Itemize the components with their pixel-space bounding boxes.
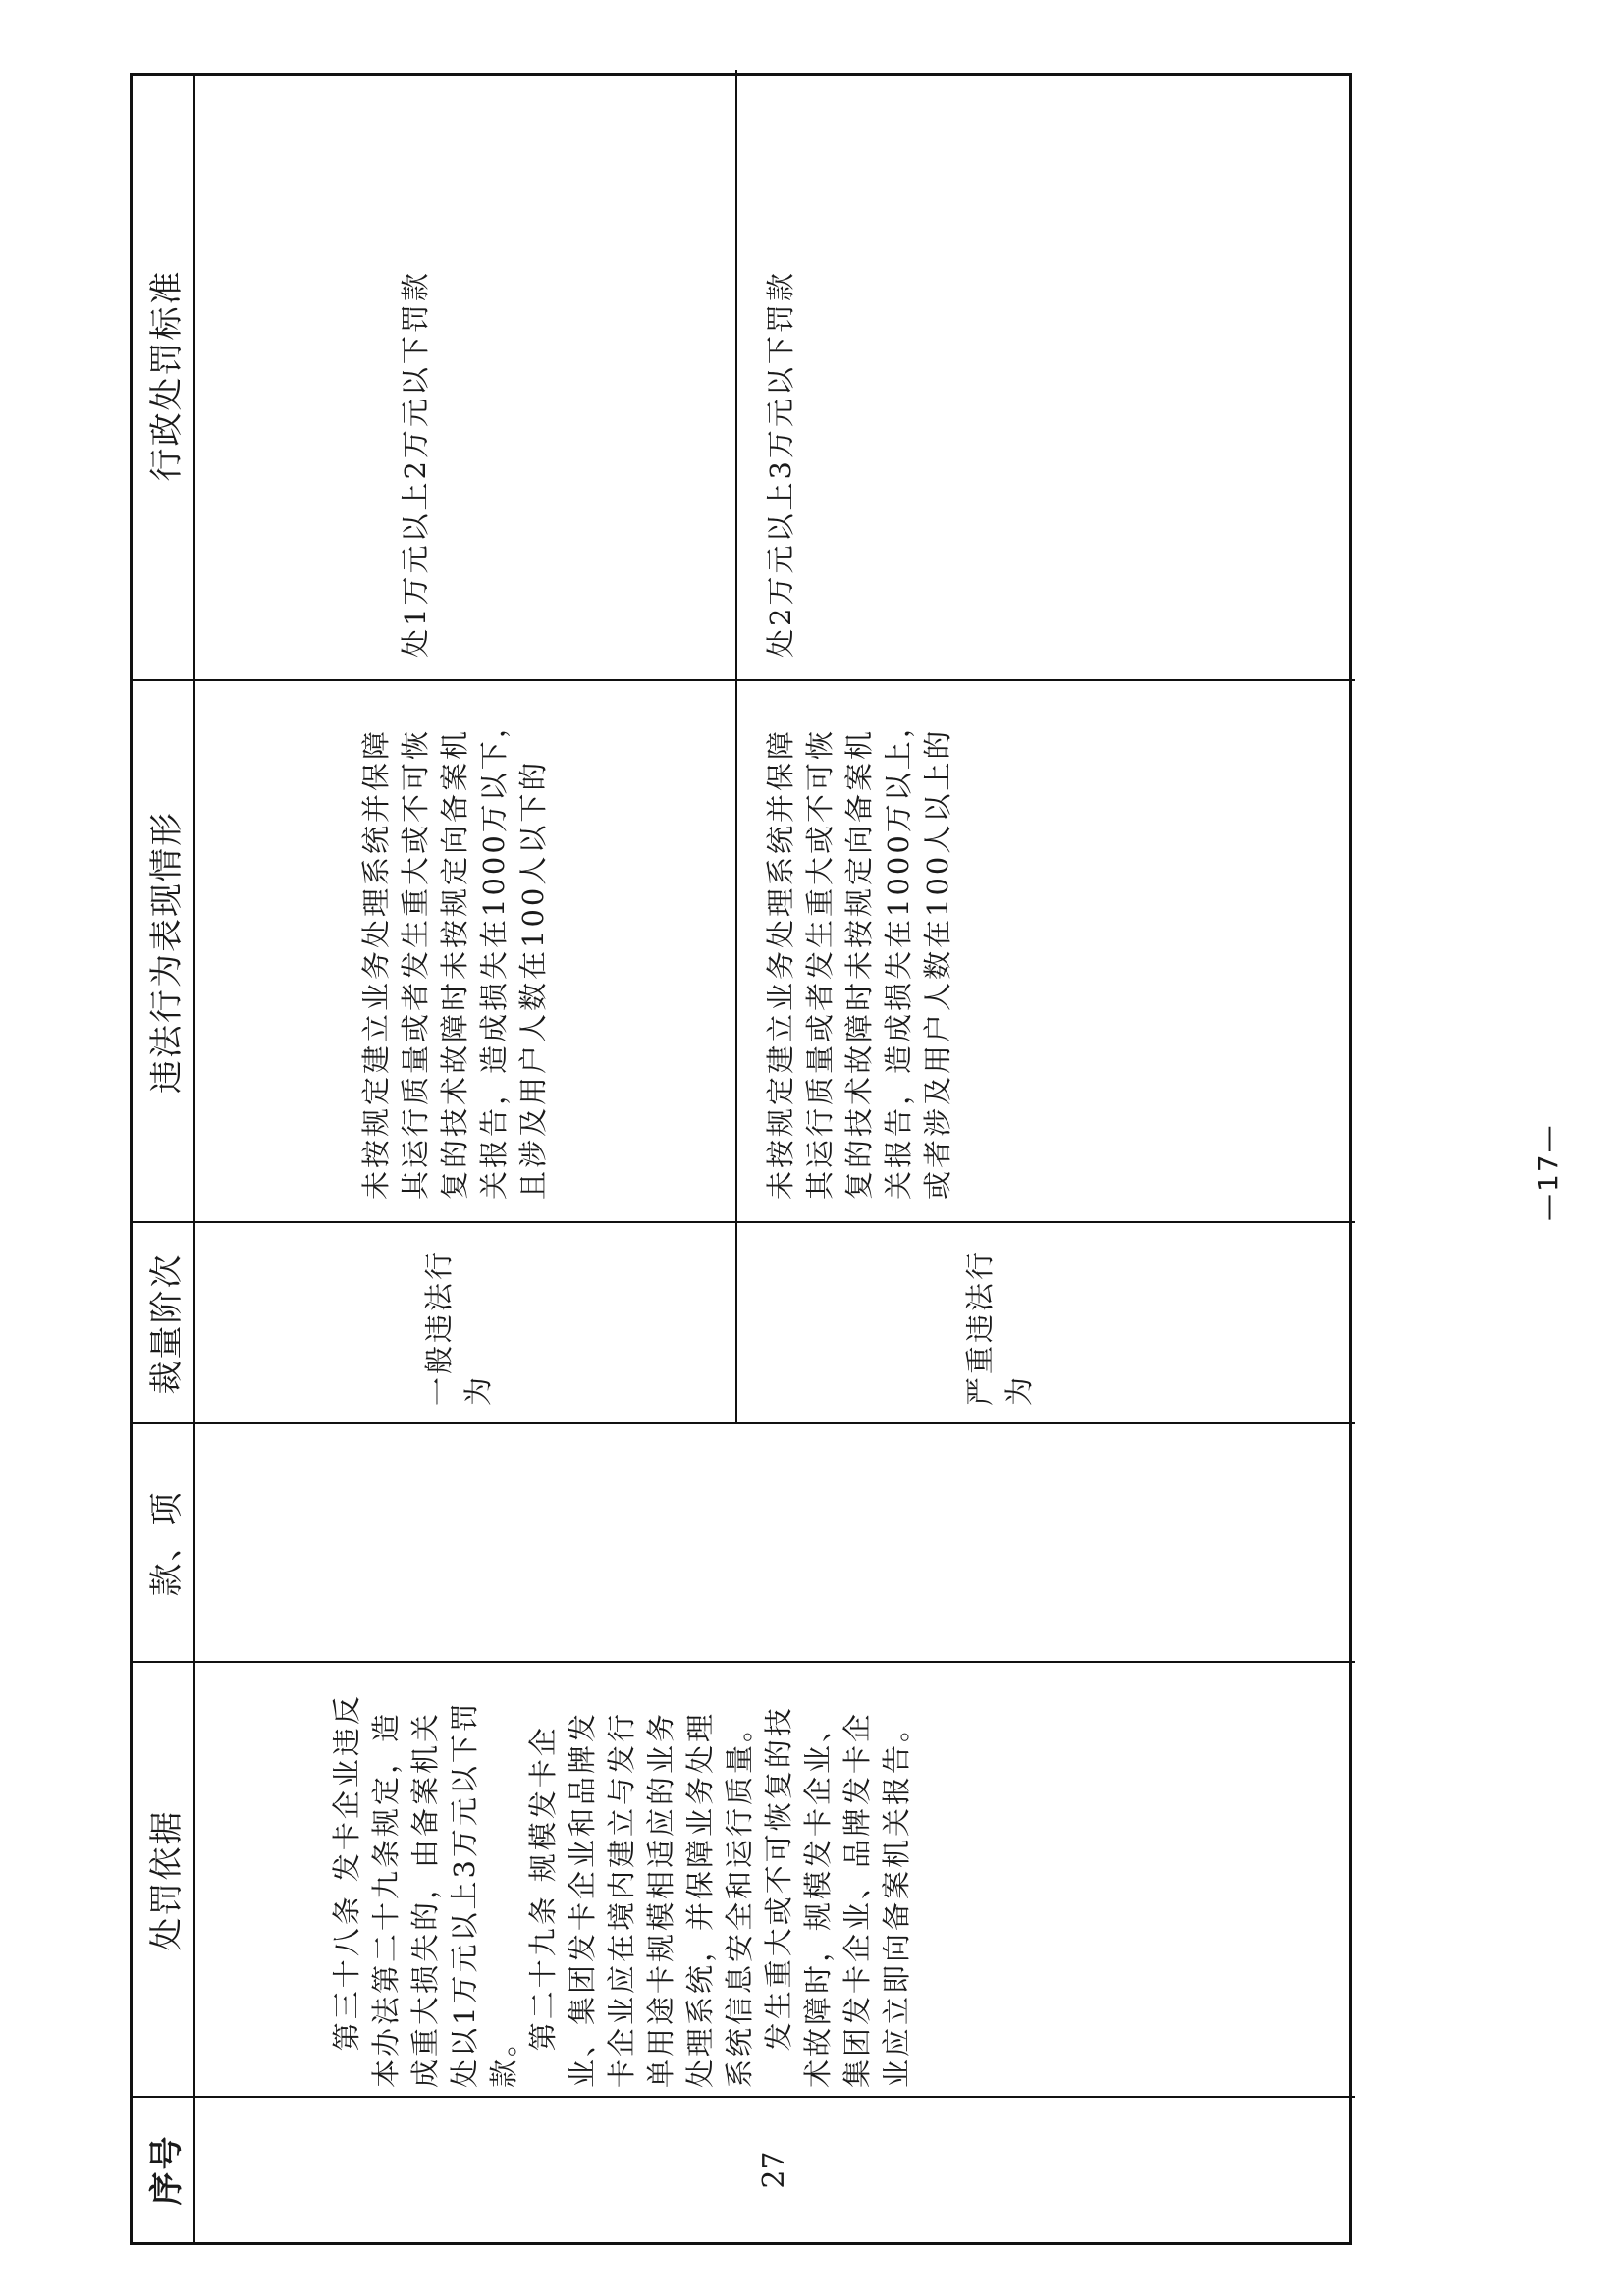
header-seq: 序号 <box>146 2134 187 2206</box>
standard-general: 处1万元以上2万元以下罚款 <box>399 270 432 658</box>
level-general: 一般违法行为 <box>422 1248 495 1406</box>
header-divider <box>193 76 195 2242</box>
basis-paragraph-1: 第三十八条 发卡企业违反本办法第二十九条规定，造成重大损失的，由备案机关处以1万元以上3万元以下罚款。 <box>330 1693 520 2088</box>
col-divider-situation <box>133 679 1355 681</box>
col-divider-level <box>133 1221 1355 1223</box>
header-standard: 行政处罚标准 <box>146 269 187 482</box>
basis-cell <box>327 1681 916 2088</box>
clause-cell <box>193 1424 1355 1663</box>
standard-serious: 处2万元以上3万元以下罚款 <box>764 270 797 658</box>
basis-paragraph-2: 第二十九条 规模发卡企业、集团发卡企业和品牌发卡企业应在境内建立与发行单用途卡规模相适应的业务处理系统，并保障业务处理系统信息安全和运行质量。 <box>526 1710 756 2088</box>
header-basis: 处罚依据 <box>146 1809 187 1951</box>
basis-paragraph-3: 发生重大或不可恢复的技术故障时，规模发卡企业、集团发卡企业、品牌发卡企业应立即向备案机关报告。 <box>762 1705 913 2088</box>
header-level: 裁量阶次 <box>146 1253 187 1395</box>
situation-serious: 未按规定建立业务处理系统并保障其运行质量或者发生重大或不可恢复的技术故障时未按规定向备案机关报告，造成损失在1000万以上，或者涉及用户人数在100人以上的 <box>764 707 954 1200</box>
header-clause: 款、项 <box>146 1490 187 1597</box>
page-number: —17— <box>1532 1123 1564 1221</box>
penalty-table <box>130 73 1352 2245</box>
row-seq: 27 <box>757 2151 791 2189</box>
level-serious: 严重违法行为 <box>963 1248 1036 1406</box>
situation-general: 未按规定建立业务处理系统并保障其运行质量或者发生重大或不可恢复的技术故障时未按规定向备案机关报告，造成损失在1000万以下，且涉及用户人数在100人以下的 <box>359 707 550 1200</box>
header-situation: 违法行为表现情形 <box>146 811 187 1094</box>
